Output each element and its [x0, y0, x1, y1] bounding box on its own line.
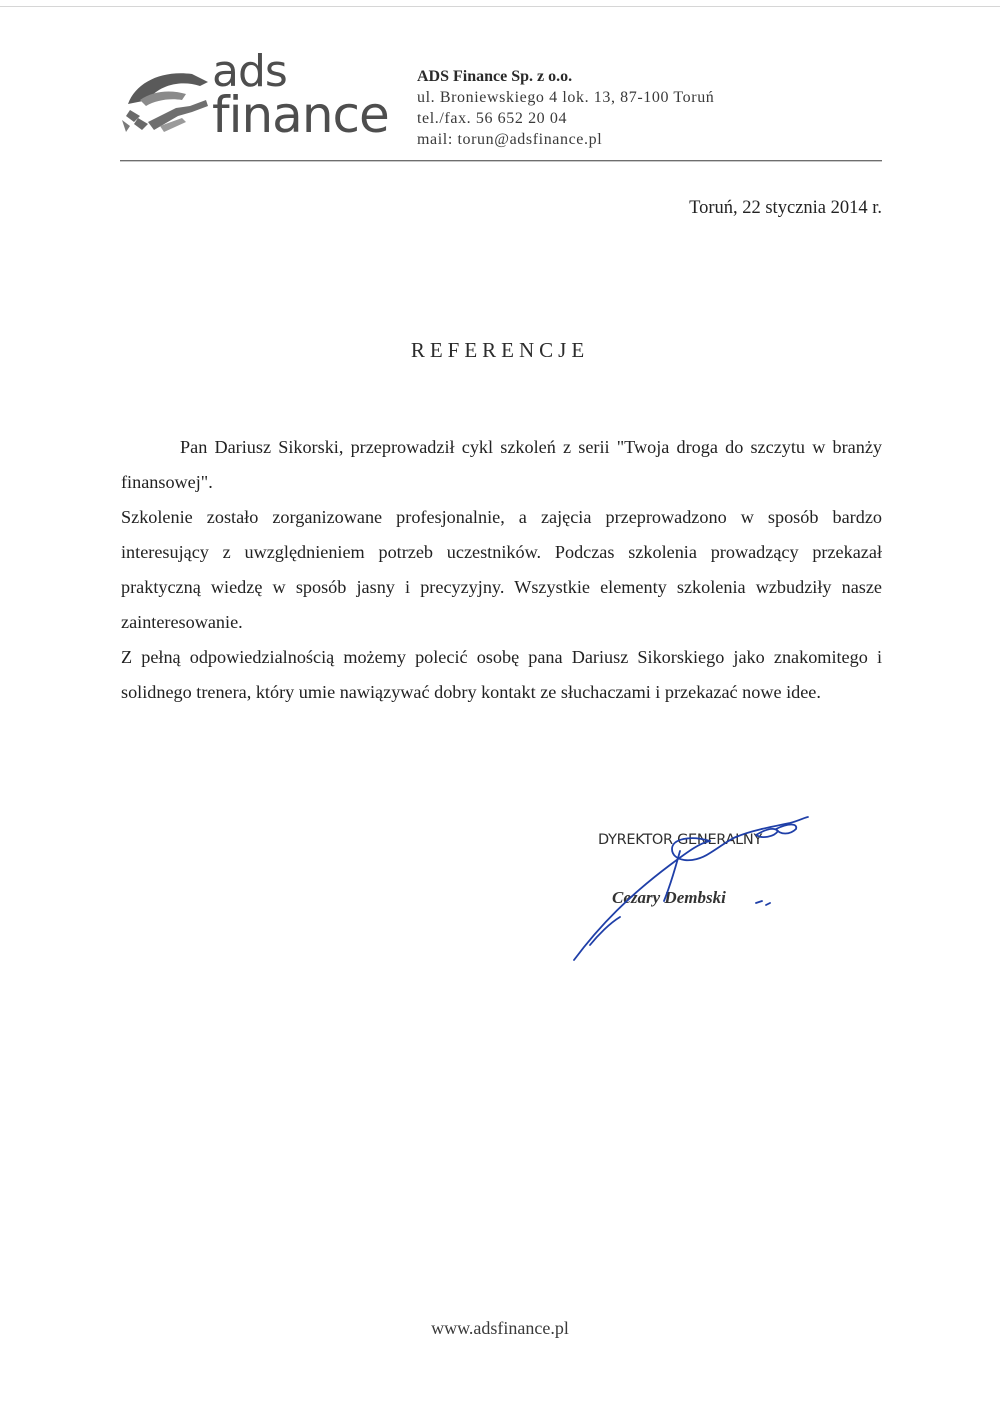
header-divider	[120, 160, 882, 162]
paragraph-intro: Pan Dariusz Sikorski, przeprowadził cykl szkoleń z serii "Twoja droga do szczytu w branży finansowej".	[121, 437, 882, 492]
company-details	[417, 66, 714, 150]
company-phone: tel./fax. 56 652 20 04	[417, 110, 568, 127]
company-name: ADS Finance Sp. z o.o.	[417, 68, 573, 85]
handshake-icon	[120, 60, 212, 140]
footer-website: www.adsfinance.pl	[431, 1318, 569, 1338]
logo-word-ads: ads	[212, 46, 287, 97]
company-email: mail: torun@adsfinance.pl	[417, 131, 603, 148]
letter-body	[121, 430, 882, 710]
letter-title: REFERENCJE	[410, 338, 590, 362]
paragraph-recommendation: Z pełną odpowiedzialnością możemy polecić osobę pana Dariusz Sikorskiego jako znakomitego i solidnego trenera, który umie nawiązywać dobry kontakt ze słuchaczami i przekazać nowe idee.	[121, 647, 882, 702]
company-address: ul. Broniewskiego 4 lok. 13, 87-100 Toruń	[417, 89, 715, 106]
paragraph-training: Szkolenie zostało zorganizowane profesjonalnie, a zajęcia przeprowadzono w sposób bardzo interesujący z uwzględnieniem potrzeb uczestników. Podczas szkolenia prowadzący przekazał praktyczną wiedzę w sposób jasny i precyzyjny. Wszystkie elementy szkolenia wzbudziły nasze zainteresowanie.	[121, 507, 882, 632]
stamp-name: Cezary Dembski	[612, 888, 726, 907]
logo-word-finance: finance	[212, 86, 389, 144]
stamp-title: DYREKTOR GENERALNY	[598, 832, 762, 848]
company-logo	[120, 46, 390, 144]
letter-date: Toruń, 22 stycznia 2014 r.	[689, 198, 882, 218]
page-edge-line	[0, 6, 1000, 7]
handwritten-signature	[560, 805, 830, 975]
